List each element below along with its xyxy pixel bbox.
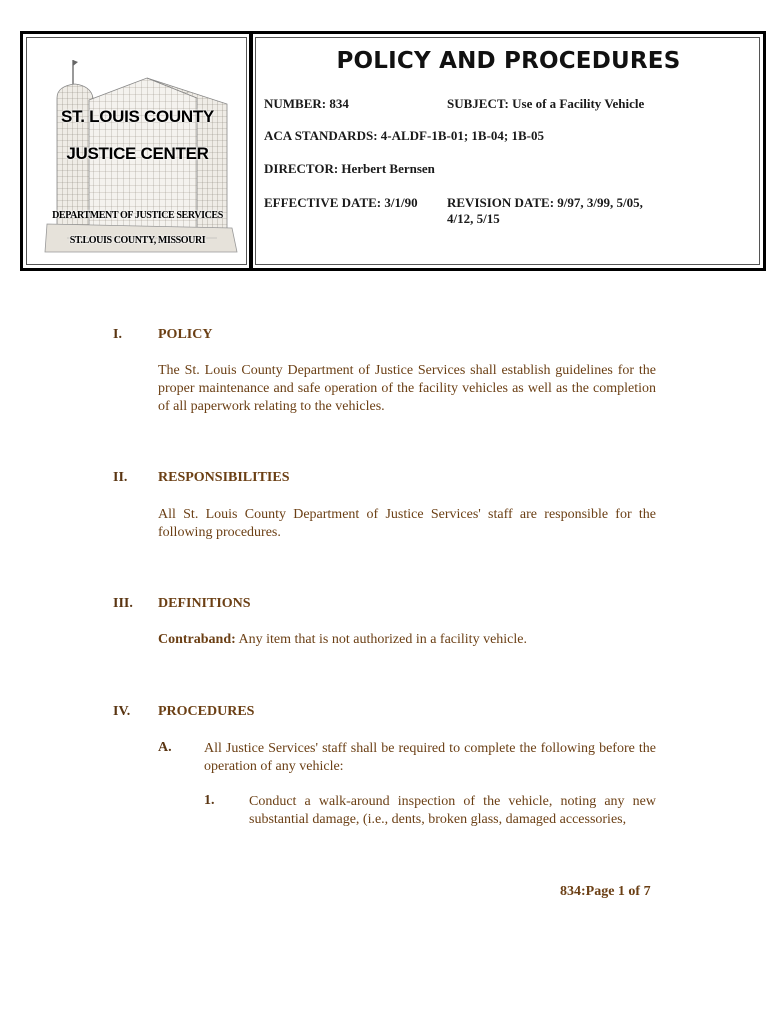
item-1-text: Conduct a walk-around inspection of the vehicle, noting any new substantial damage, (i.e., dents, broken glass, damaged accessories,: [249, 794, 656, 827]
header-divider: [249, 34, 253, 268]
revision-date: REVISION DATE: 9/97, 3/99, 5/05,: [447, 195, 643, 210]
director: DIRECTOR: Herbert Bernsen: [264, 161, 435, 176]
policy-header-box: [20, 31, 766, 271]
logo-county-text: ST. LOUIS COUNTY: [61, 107, 214, 126]
section-heading-definitions: DEFINITIONS: [158, 596, 251, 611]
department-logo: [26, 37, 247, 265]
definition-text: Any item that is not authorized in a facility vehicle.: [235, 632, 527, 647]
aca-standards: ACA STANDARDS: 4-ALDF-1B-01; 1B-04; 1B-05: [264, 128, 544, 143]
policy-subject: SUBJECT: Use of a Facility Vehicle: [447, 96, 645, 111]
effective-date: EFFECTIVE DATE: 3/1/90: [264, 195, 418, 210]
logo-center-text: JUSTICE CENTER: [66, 144, 209, 163]
policy-number: NUMBER: 834: [264, 96, 349, 111]
policy-info-panel: [255, 37, 760, 265]
section-number-procedures: IV.: [113, 704, 131, 719]
definition-term: Contraband:: [158, 632, 236, 647]
page-number: 834:Page 1 of 7: [560, 884, 651, 899]
responsibilities-paragraph: All St. Louis County Department of Justice Services' staff are responsible for the following procedures.: [158, 507, 656, 540]
section-number-definitions: III.: [113, 596, 133, 611]
section-number-policy: I.: [113, 327, 122, 342]
section-heading-responsibilities: RESPONSIBILITIES: [158, 470, 290, 485]
definition-contraband: [158, 631, 656, 649]
subsection-label-a: A.: [158, 740, 172, 755]
section-heading-procedures: PROCEDURES: [158, 704, 255, 719]
document-title: POLICY AND PROCEDURES: [336, 48, 681, 74]
section-heading-policy: POLICY: [158, 327, 213, 342]
section-number-responsibilities: II.: [113, 470, 128, 485]
item-label-1: 1.: [204, 793, 215, 808]
policy-paragraph: The St. Louis County Department of Justice Services shall establish guidelines for the proper maintenance and safe operation of the facility vehicles as well as the completion of all paperwork relating to the vehicles.: [158, 363, 656, 414]
logo-location-text: ST.LOUIS COUNTY, MISSOURI: [69, 235, 206, 246]
logo-department-text: DEPARTMENT OF JUSTICE SERVICES: [52, 210, 223, 221]
subsection-a-text: All Justice Services' staff shall be required to complete the following before the operation of any vehicle:: [204, 741, 656, 774]
revision-date-continued: 4/12, 5/15: [447, 211, 500, 226]
